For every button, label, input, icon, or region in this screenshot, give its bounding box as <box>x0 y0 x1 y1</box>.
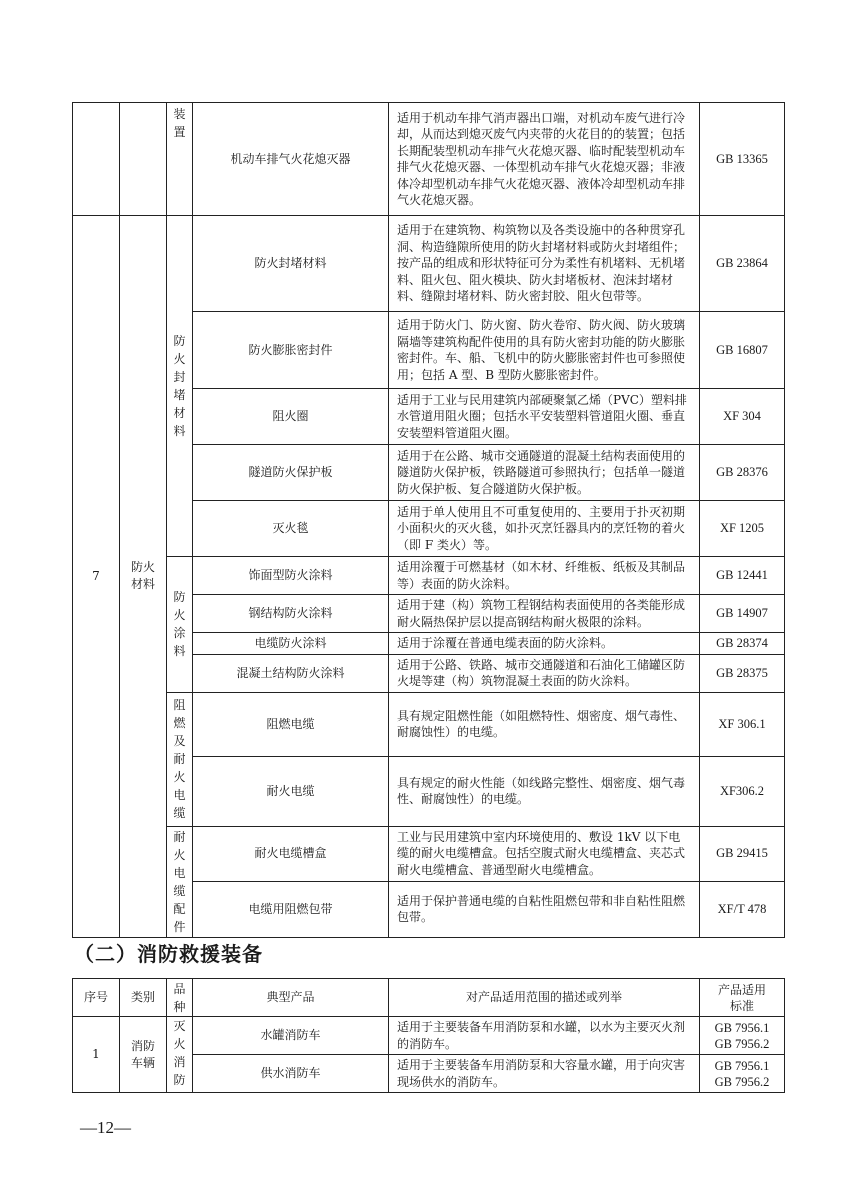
desc-cell: 适用于在建筑物、构筑物以及各类设施中的各种贯穿孔洞、构造缝隙所使用的防火封堵材料或防火封堵组件；按产品的组成和形状特征可分为柔性有机堵料、无机堵料、阻火包、阻火模块、防火封堵板材、泡沫封堵材料、缝隙封堵材料、防火密封胶、阻火包带等。 <box>389 216 700 312</box>
table-row <box>73 1017 785 1055</box>
product-cell: 电缆用阻燃包带 <box>193 881 389 937</box>
table-row <box>73 103 785 216</box>
kind-cell: 灭 火 消 防 <box>167 1017 193 1093</box>
desc-cell: 适用于主要装备车用消防泵和水罐，以水为主要灭火剂的消防车。 <box>389 1017 700 1055</box>
table-header-row <box>73 979 785 1017</box>
header-desc: 对产品适用范围的描述或列举 <box>389 979 700 1017</box>
std-cell: XF 1205 <box>700 501 785 557</box>
header-no: 序号 <box>73 979 120 1017</box>
std-cell: GB 14907 <box>700 595 785 633</box>
desc-cell: 适用于防火门、防火窗、防火卷帘、防火阀、防火玻璃隔墙等建筑构配件使用的具有防火密封功能的防火膨胀密封件。车、船、飞机中的防火膨胀密封件也可参照使用；包括 A 型、B 型防火膨胀密封件。 <box>389 312 700 389</box>
product-cell: 灭火毯 <box>193 501 389 557</box>
std-cell: GB 28375 <box>700 654 785 692</box>
header-category: 类别 <box>120 979 167 1017</box>
std-cell: GB 7956.1 GB 7956.2 <box>700 1017 785 1055</box>
header-std: 产品适用 标准 <box>700 979 785 1017</box>
table-row <box>73 216 785 312</box>
std-cell: GB 28374 <box>700 633 785 655</box>
desc-cell: 适用于工业与民用建筑内部硬聚氯乙烯（PVC）塑料排水管道用阻火圈；包括水平安装塑料管道阻火圈、垂直安装塑料管道阻火圈。 <box>389 389 700 445</box>
product-cell: 供水消防车 <box>193 1055 389 1093</box>
rescue-equipment-table <box>72 978 785 1093</box>
std-cell: GB 12441 <box>700 557 785 595</box>
product-cell: 耐火电缆槽盒 <box>193 826 389 881</box>
kind-cell: 阻 燃 及 耐 火 电 缆 <box>167 692 193 826</box>
table-row <box>73 826 785 881</box>
kind-cell: 防 火 封 堵 材 料 <box>167 216 193 557</box>
product-cell: 电缆防火涂料 <box>193 633 389 655</box>
desc-cell: 适用于机动车排气消声器出口端，对机动车废气进行冷却，从而达到熄灭废气内夹带的火花目的的装置；包括长期配装型机动车排气火花熄灭器、临时配装型机动车排气火花熄灭器、一体型机动车排气火花熄灭器；非液体冷却型机动车排气火花熄灭器、液体冷却型机动车排气火花熄灭器。 <box>389 103 700 216</box>
product-cell: 阻火圈 <box>193 389 389 445</box>
desc-cell: 适用于涂覆在普通电缆表面的防火涂料。 <box>389 633 700 655</box>
desc-cell: 适用于建（构）筑物工程钢结构表面使用的各类能形成耐火隔热保护层以提高钢结构耐火极限的涂料。 <box>389 595 700 633</box>
desc-cell: 适用于在公路、城市交通隧道的混凝土结构表面使用的隧道防火保护板，铁路隧道可参照执行；包括单一隧道防火保护板、复合隧道防火保护板。 <box>389 445 700 501</box>
header-product: 典型产品 <box>193 979 389 1017</box>
product-cell: 耐火电缆 <box>193 756 389 826</box>
desc-cell: 适用于单人使用且不可重复使用的、主要用于扑灭初期小面积火的灭火毯，如扑灭烹饪器具内的烹饪物的着火（即 F 类火）等。 <box>389 501 700 557</box>
group-number: 7 <box>73 216 120 938</box>
fire-materials-table <box>72 102 785 938</box>
desc-cell: 适用于保护普通电缆的自粘性阻燃包带和非自粘性阻燃包带。 <box>389 881 700 937</box>
std-cell: GB 7956.1 GB 7956.2 <box>700 1055 785 1093</box>
product-cell: 水罐消防车 <box>193 1017 389 1055</box>
product-cell: 饰面型防火涂料 <box>193 557 389 595</box>
kind-cell: 防 火 涂 料 <box>167 557 193 693</box>
std-cell: XF/T 478 <box>700 881 785 937</box>
std-cell: GB 28376 <box>700 445 785 501</box>
std-cell: XF 306.1 <box>700 692 785 756</box>
product-cell: 钢结构防火涂料 <box>193 595 389 633</box>
section-title: （二）消防救援装备 <box>74 942 263 966</box>
product-cell: 混凝土结构防火涂料 <box>193 654 389 692</box>
page-number: —12— <box>80 1118 131 1137</box>
kind-cell: 耐 火 电 缆 配 件 <box>167 826 193 937</box>
group-category: 消防 车辆 <box>120 1017 167 1093</box>
product-cell: 机动车排气火花熄灭器 <box>193 103 389 216</box>
desc-cell: 工业与民用建筑中室内环境使用的、敷设 1kV 以下电缆的耐火电缆槽盒。包括空腹式耐火电缆槽盒、夹芯式耐火电缆槽盒、普通型耐火电缆槽盒。 <box>389 826 700 881</box>
std-cell: GB 16807 <box>700 312 785 389</box>
product-cell: 防火封堵材料 <box>193 216 389 312</box>
no-cell <box>73 103 120 216</box>
std-cell: XF 304 <box>700 389 785 445</box>
table-row <box>73 692 785 756</box>
desc-cell: 适用于主要装备车用消防泵和大容量水罐，用于向灾害现场供水的消防车。 <box>389 1055 700 1093</box>
std-cell: GB 13365 <box>700 103 785 216</box>
product-cell: 防火膨胀密封件 <box>193 312 389 389</box>
std-cell: XF306.2 <box>700 756 785 826</box>
header-kind: 品 种 <box>167 979 193 1017</box>
group-category: 防火 材料 <box>120 216 167 938</box>
desc-cell: 具有规定阻燃性能（如阻燃特性、烟密度、烟气毒性、耐腐蚀性）的电缆。 <box>389 692 700 756</box>
std-cell: GB 29415 <box>700 826 785 881</box>
desc-cell: 适用于公路、铁路、城市交通隧道和石油化工储罐区防火堤等建（构）筑物混凝土表面的防火涂料。 <box>389 654 700 692</box>
kind-cell: 装 置 <box>167 103 193 216</box>
table-row <box>73 557 785 595</box>
group-number: 1 <box>73 1017 120 1093</box>
std-cell: GB 23864 <box>700 216 785 312</box>
product-cell: 阻燃电缆 <box>193 692 389 756</box>
desc-cell: 具有规定的耐火性能（如线路完整性、烟密度、烟气毒性、耐腐蚀性）的电缆。 <box>389 756 700 826</box>
desc-cell: 适用涂覆于可燃基材（如木材、纤维板、纸板及其制品等）表面的防火涂料。 <box>389 557 700 595</box>
product-cell: 隧道防火保护板 <box>193 445 389 501</box>
category-cell <box>120 103 167 216</box>
